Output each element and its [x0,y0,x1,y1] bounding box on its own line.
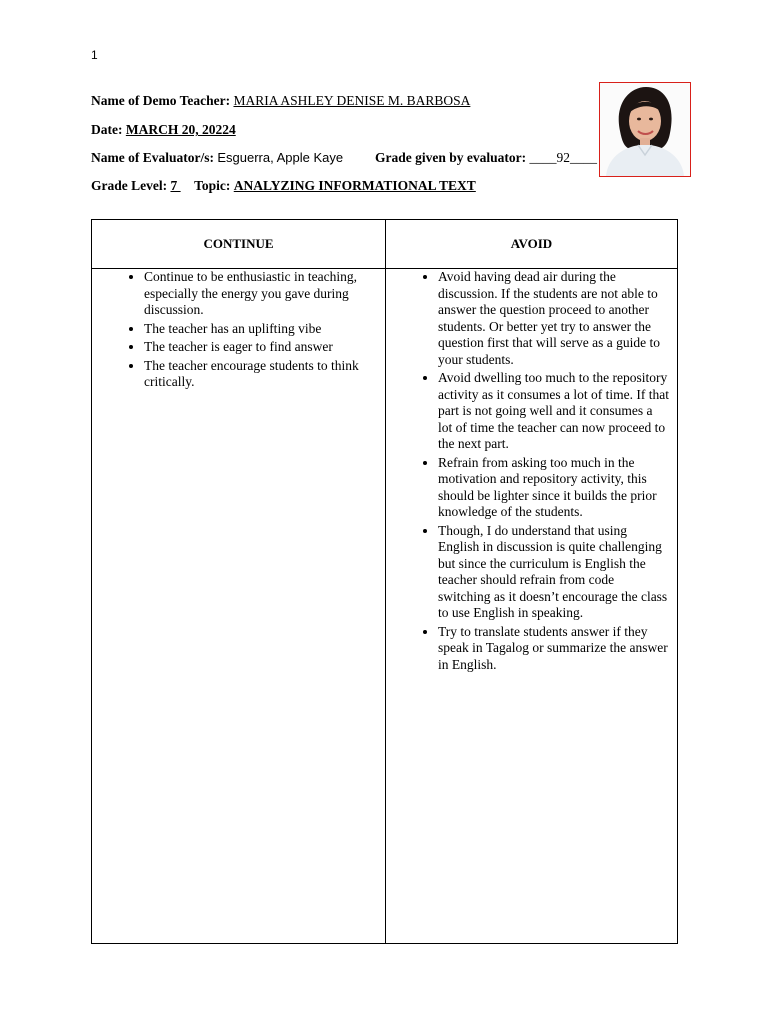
avoid-list-item: • Avoid dwelling too much to the repository activity as it consumes a lot of time. If that part is not going well and it consumes a lot of time the teacher can now proceed to the next part. [438,370,669,453]
avoid-list-item: • Refrain from asking too much in the motivation and repository activity, this should be lighter since it builds the prior knowledge of the students. [438,455,669,521]
continue-list-item: • Continue to be enthusiastic in teaching, especially the energy you gave during discussion. [144,269,381,319]
feedback-table-body-row [92,269,678,944]
avoid-list-item: • Though, I do understand that using English in discussion is quite challenging but since the curriculum is English the teacher should refrain from code switching as it doesn’t encourage the class to use English in speaking. [438,523,669,622]
continue-list-item: • The teacher has an uplifting vibe [144,321,381,338]
topic-label: Topic: [194,178,231,193]
evaluator-row [91,150,343,166]
continue-list-item: • The teacher encourage students to think critically. [144,358,381,391]
evaluator-label: Name of Evaluator/s: [91,150,214,165]
page-number: 1 [91,48,98,62]
feedback-table-header-row [92,220,678,269]
date-row [91,122,236,138]
date-label: Date: [91,122,123,137]
grade-given-label: Grade given by evaluator: [375,150,527,165]
continue-list-item: • The teacher is eager to find answer [144,339,381,356]
demo-teacher-name: MARIA ASHLEY DENISE M. BARBOSA [233,93,471,108]
grade-level-value: 7 [170,178,181,193]
avoid-list-item: • Try to translate students answer if they speak in Tagalog or summarize the answer in English. [438,624,669,674]
teacher-portrait-image [600,83,690,176]
continue-column-header: CONTINUE [92,220,386,269]
avoid-list [386,269,677,673]
grade-given-value: ____92____ [529,150,597,165]
avoid-cell [386,269,678,944]
avoid-list-item: • Avoid having dead air during the discussion. If the students are not able to answer the question proceed to another students. Or better yet try to answer the question first that will serve as a guide to your students. [438,269,669,368]
demo-teacher-row [91,93,470,109]
demo-teacher-label: Name of Demo Teacher: [91,93,231,108]
evaluator-value: Esguerra, Apple Kaye [217,150,344,165]
date-value: MARCH 20, 20224 [125,122,236,137]
grade-level-label: Grade Level: [91,178,168,193]
avoid-column-header: AVOID [386,220,678,269]
feedback-table [91,219,678,944]
topic-value: ANALYZING INFORMATIONAL TEXT [233,178,476,193]
teacher-photo [599,82,691,177]
grade-topic-row [91,178,476,194]
continue-cell [92,269,386,944]
grade-given-row [375,150,597,166]
continue-list [92,269,385,391]
